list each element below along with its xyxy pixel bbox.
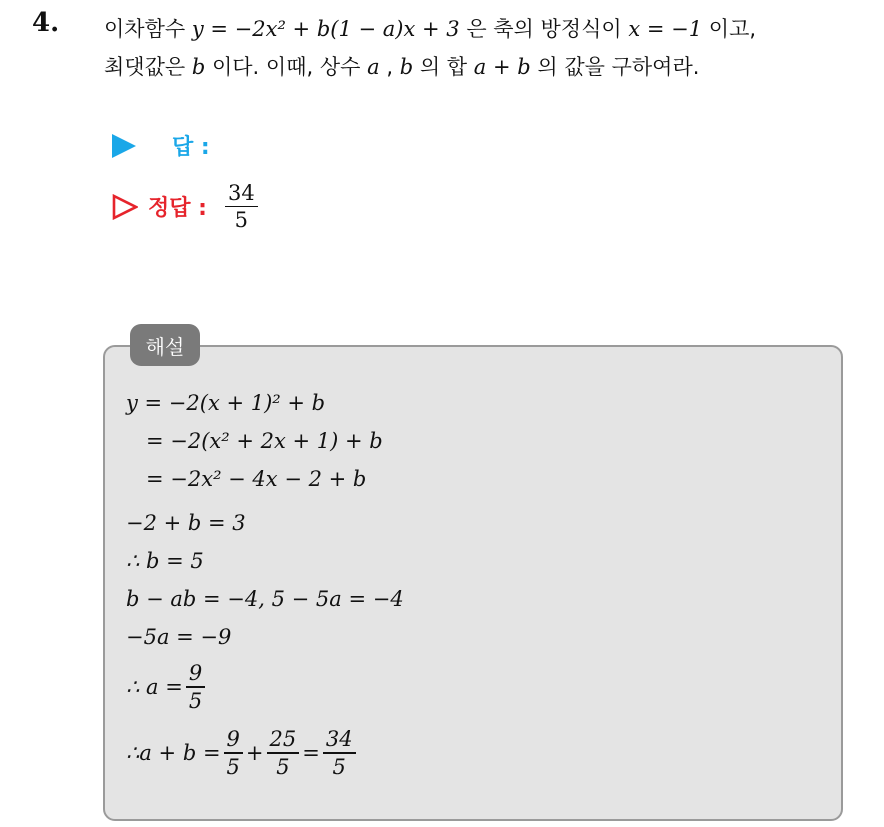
solution-fraction <box>267 726 300 779</box>
equals-sign: = <box>302 741 320 765</box>
solution-line-fraction <box>126 656 404 718</box>
q-text: 이다. 이때, 상수 <box>211 55 361 79</box>
solution-tab: 해설 <box>130 324 200 366</box>
answer-row <box>112 130 210 161</box>
q-function-expr: y = −2x² + b(1 − a)x + 3 <box>191 17 460 41</box>
q-text: 이차함수 <box>104 17 186 41</box>
correct-answer-row <box>112 180 261 233</box>
solution-fraction <box>224 726 243 779</box>
solution-line: = −2x² − 4x − 2 + b <box>146 467 367 491</box>
solution-line-final <box>126 718 404 788</box>
solution-line: y = −2(x + 1)² + b <box>126 391 326 415</box>
solution-line: b − ab = −4, 5 − 5a = −4 <box>126 587 404 611</box>
fraction-denominator: 5 <box>234 208 249 233</box>
outline-arrow-icon <box>112 194 138 220</box>
question-line-2 <box>104 48 874 86</box>
solution-prefix: ∴ a = <box>126 675 183 699</box>
play-arrow-icon <box>112 134 136 158</box>
question-number: 4. <box>32 8 60 38</box>
q-var-b: b <box>191 55 206 79</box>
fraction-denominator: 5 <box>188 688 203 713</box>
fraction-numerator: 34 <box>227 181 255 205</box>
answer-label: 답 : <box>172 135 210 160</box>
fraction-denominator: 5 <box>226 754 240 779</box>
q-text: 최댓값은 <box>104 55 186 79</box>
solution-line: −2 + b = 3 <box>126 511 246 535</box>
solution-prefix: ∴a + b = <box>126 741 221 765</box>
fraction-denominator: 5 <box>332 754 346 779</box>
plus-sign: + <box>245 741 264 765</box>
q-var-a: a <box>367 55 380 79</box>
fraction-numerator: 9 <box>188 661 203 686</box>
fraction-numerator: 25 <box>269 727 297 752</box>
q-text: 의 합 <box>419 55 468 79</box>
q-var-b: b <box>399 55 414 79</box>
solution-line: −5a = −9 <box>126 625 232 649</box>
solution-line: ∴ b = 5 <box>126 549 204 573</box>
q-text: 은 축의 방정식이 <box>466 17 622 41</box>
solution-content <box>126 384 404 788</box>
fraction-numerator: 34 <box>325 727 353 752</box>
fraction-denominator: 5 <box>276 754 290 779</box>
question-line-1 <box>104 10 874 48</box>
q-sum-expr: a + b <box>473 55 531 79</box>
solution-fraction <box>323 726 356 779</box>
q-text: 이고, <box>708 17 757 41</box>
q-text: 의 값을 구하여라. <box>537 55 700 79</box>
question-text <box>104 10 874 86</box>
q-text: , <box>386 55 393 79</box>
fraction-numerator: 9 <box>226 727 240 752</box>
solution-line: = −2(x² + 2x + 1) + b <box>146 429 383 453</box>
q-axis-expr: x = −1 <box>628 17 703 41</box>
solution-fraction <box>186 660 205 713</box>
correct-answer-label: 정답 : <box>148 196 207 222</box>
correct-answer-fraction <box>225 180 258 233</box>
